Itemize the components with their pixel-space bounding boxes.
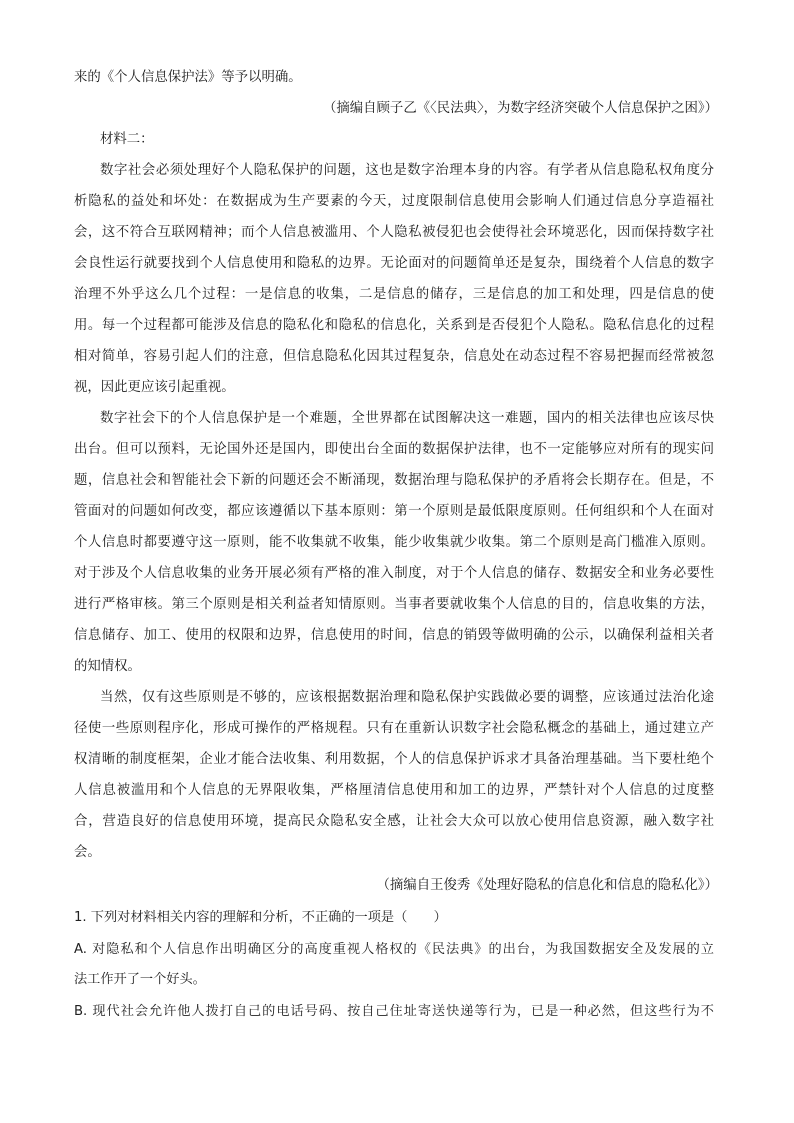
p1-line: 会，这不符合互联网精神；而个人信息被滥用、个人隐私被侵犯也会使得社会环境恶化，因而保持数字社 (74, 225, 714, 240)
p3-line: 权清晰的制度框架，企业才能合法收集、利用数据，个人的信息保护诉求才具备治理基础。当下要杜绝个 (74, 752, 714, 767)
p2-line: 信息储存、加工、使用的权限和边界，信息使用的时间，信息的销毁等做明确的公示，以确保利益相关者 (74, 628, 714, 643)
question-1-stem: 1. 下列对材料相关内容的理解和分析，不正确的一项是（ ） (74, 910, 447, 925)
p1-line: 治理不外乎这么几个过程：一是信息的收集，二是信息的储存，三是信息的加工和处理，四是信息的使 (74, 287, 714, 302)
p2-line: 的知情权。 (74, 659, 141, 674)
p2-line: 进行严格审核。第三个原则是相关利益者知情原则。当事者要就收集个人信息的目的，信息收集的方法， (74, 597, 714, 612)
source-citation-2: （摘编自王俊秀《处理好隐私的信息化和信息的隐私化》） (376, 878, 718, 893)
option-b-line: B. 现代社会允许他人拨打自己的电话号码、按自己住址寄送快递等行为，已是一种必然，但这些行为不 (74, 1004, 714, 1019)
p3-line: 人信息被滥用和个人信息的无界限收集，严格厘清信息使用和加工的边界，严禁针对个人信息的过度整 (74, 783, 714, 798)
option-a-line: 法工作开了一个好头。 (74, 972, 206, 987)
p2-line: 题，信息社会和智能社会下新的问题还会不断涌现，数据治理与隐私保护的矛盾将会长期存在。但是，不 (74, 473, 714, 488)
p3-line: 径使一些原则程序化，形成可操作的严格规程。只有在重新认识数字社会隐私概念的基础上，通过建立产 (74, 721, 714, 736)
p1-line: 数字社会必须处理好个人隐私保护的问题，这也是数字治理本身的内容。有学者从信息隐私权角度分 (100, 163, 714, 178)
p1-line: 用。每一个过程都可能涉及信息的隐私化和隐私的信息化，关系到是否侵犯个人隐私。隐私信息化的过程 (74, 318, 714, 333)
p3-line: 会。 (74, 845, 101, 860)
p3-line: 合，营造良好的信息使用环境，提高民众隐私安全感，让社会大众可以放心使用信息资源，融入数字社 (74, 814, 714, 829)
p3-line: 当然，仅有这些原则是不够的，应该根据数据治理和隐私保护实践做必要的调整，应该通过法治化途 (100, 690, 714, 705)
option-a-line: A. 对隐私和个人信息作出明确区分的高度重视人格权的《民法典》的出台，为我国数据安全及发展的立 (74, 942, 714, 957)
continuation-line: 来的《个人信息保护法》等予以明确。 (74, 70, 302, 85)
p1-line: 会良性运行就要找到个人信息使用和隐私的边界。无论面对的问题简单还是复杂，围绕着个人信息的数字 (74, 256, 714, 271)
p2-line: 出台。但可以预料，无论国外还是国内，即使出台全面的数据保护法律，也不一定能够应对所有的现实问 (74, 442, 714, 457)
p1-line: 析隐私的益处和坏处：在数据成为生产要素的今天，过度限制信息使用会影响人们通过信息分享造福社 (74, 194, 714, 209)
p1-line: 视，因此更应该引起重视。 (74, 380, 235, 395)
p1-line: 相对简单，容易引起人们的注意，但信息隐私化因其过程复杂，信息处在动态过程不容易把握而经常被忽 (74, 349, 714, 364)
p2-line: 个人信息时都要遵守这一原则，能不收集就不收集，能少收集就少收集。第二个原则是高门槛准入原则。 (74, 535, 714, 550)
p2-line: 管面对的问题如何改变，都应该遵循以下基本原则：第一个原则是最低限度原则。任何组织和个人在面对 (74, 504, 714, 519)
source-citation-1: （摘编自顾子乙《〈民法典〉，为数字经济突破个人信息保护之困》） (322, 101, 718, 116)
material-2-heading: 材料二： (100, 132, 154, 147)
p2-line: 对于涉及个人信息收集的业务开展必须有严格的准入制度，对于个人信息的储存、数据安全和业务必要性 (74, 566, 714, 581)
p2-line: 数字社会下的个人信息保护是一个难题，全世界都在试图解决这一难题，国内的相关法律也应该尽快 (100, 411, 714, 426)
